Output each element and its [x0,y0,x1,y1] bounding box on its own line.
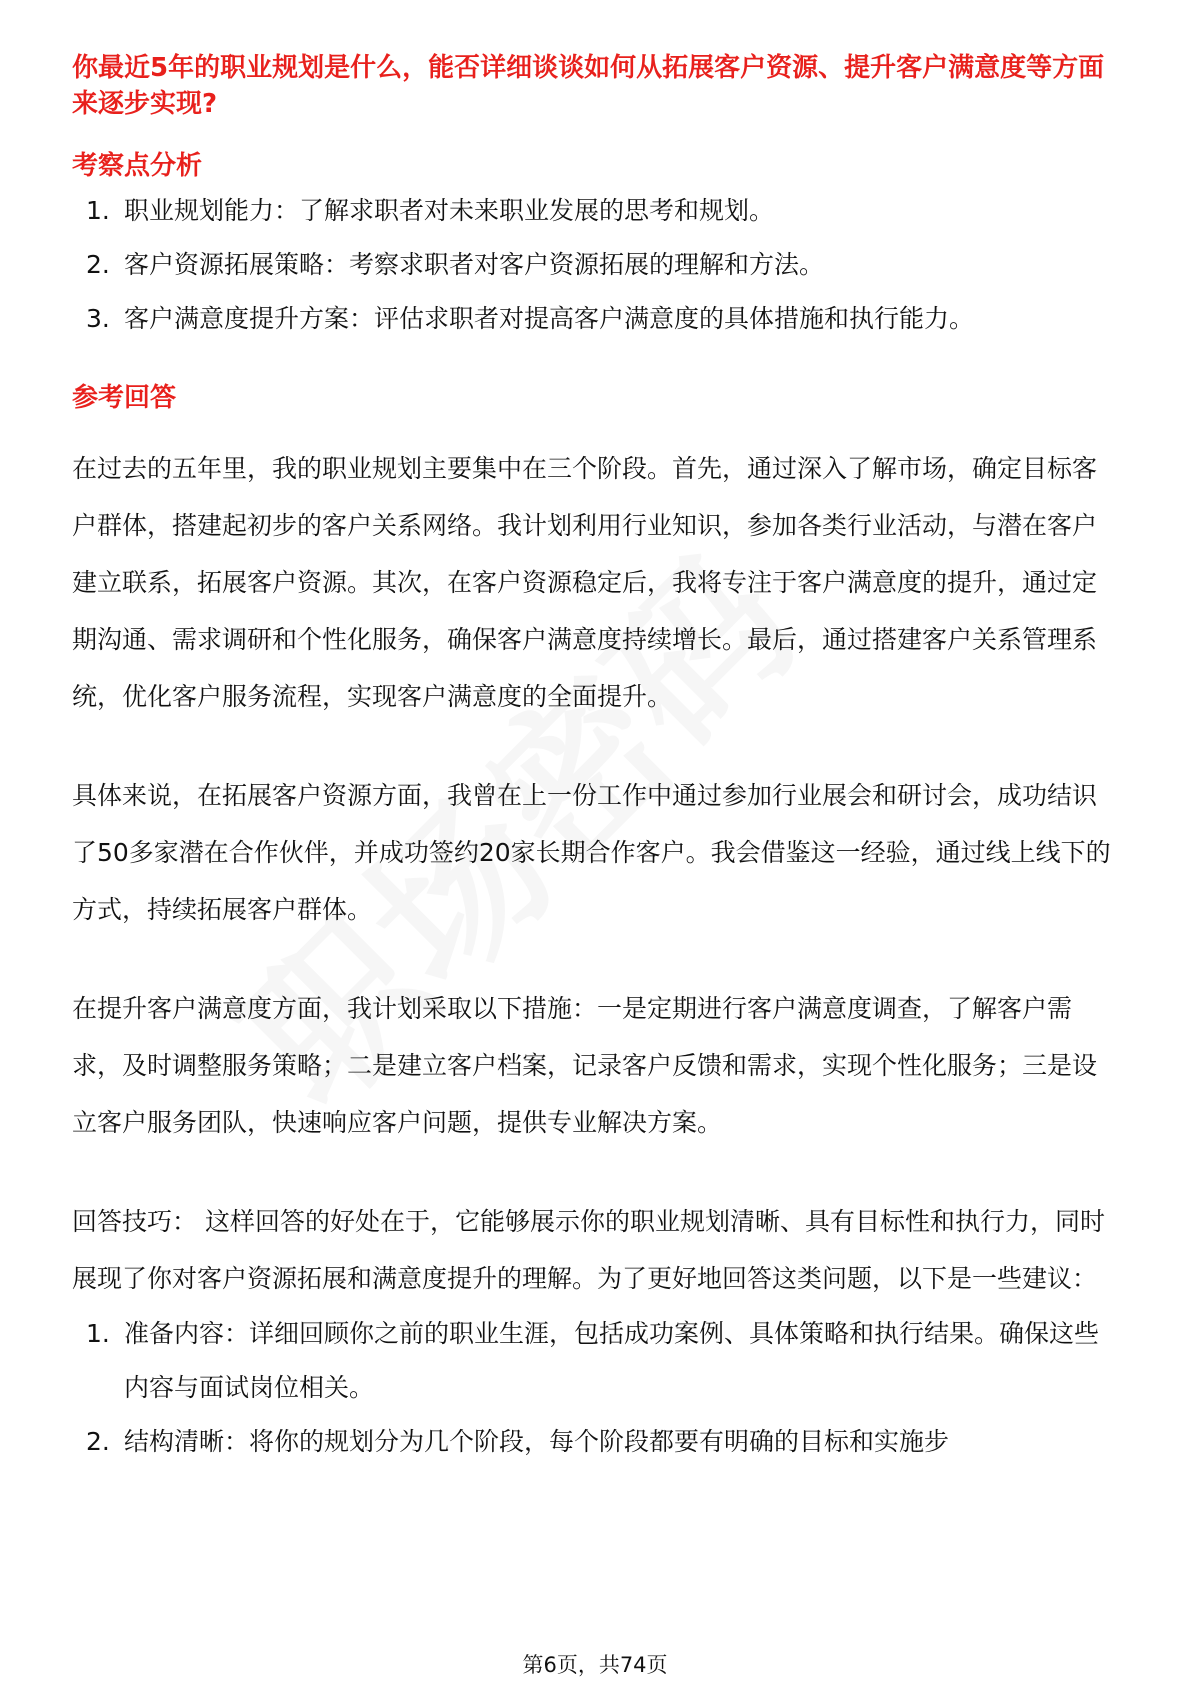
list-item-text: 准备内容：详细回顾你之前的职业生涯，包括成功案例、具体策略和执行结果。确保这些内容与面试岗位相关。 [124,1319,1100,1402]
answer-heading: 参考回答 [72,383,177,413]
list-item [72,1307,1118,1415]
list-item [72,238,1118,292]
list-item-number: 1. [86,1319,110,1348]
list-item-number: 2. [86,250,110,279]
list-item-text: 结构清晰：将你的规划分为几个阶段，每个阶段都要有明确的目标和实施步 [124,1427,950,1456]
list-item [72,1415,1118,1469]
list-item-number: 1. [86,196,110,225]
list-item [72,292,1118,346]
answer-paragraph: 在提升客户满意度方面，我计划采取以下措施：一是定期进行客户满意度调查，了解客户需求，及时调整服务策略；二是建立客户档案，记录客户反馈和需求，实现个性化服务；三是设立客户服务团队，快速响应客户问题，提供专业解决方案。 [72,994,1098,1137]
analysis-heading: 考察点分析 [72,151,203,181]
answer-paragraph: 具体来说，在拓展客户资源方面，我曾在上一份工作中通过参加行业展会和研讨会，成功结识了50多家潜在合作伙伴，并成功签约20家长期合作客户。我会借鉴这一经验，通过线上线下的方式，持续拓展客户群体。 [72,781,1111,924]
list-item-text: 客户资源拓展策略：考察求职者对客户资源拓展的理解和方法。 [124,250,825,279]
list-item-text: 职业规划能力：了解求职者对未来职业发展的思考和规划。 [124,196,775,225]
analysis-list [72,184,1118,346]
list-item [72,184,1118,238]
page-number-footer: 第6页，共74页 [522,1653,668,1677]
list-item-text: 客户满意度提升方案：评估求职者对提高客户满意度的具体措施和执行能力。 [124,304,975,333]
question-title: 你最近5年的职业规划是什么，能否详细谈谈如何从拓展客户资源、提升客户满意度等方面来逐步实现? [72,53,1105,119]
answer-tips-paragraph: 回答技巧： 这样回答的好处在于，它能够展示你的职业规划清晰、具有目标性和执行力，同时展现了你对客户资源拓展和满意度提升的理解。为了更好地回答这类问题，以下是一些建议： [72,1207,1105,1293]
answer-paragraph: 在过去的五年里，我的职业规划主要集中在三个阶段。首先，通过深入了解市场，确定目标客户群体，搭建起初步的客户关系网络。我计划利用行业知识，参加各类行业活动，与潜在客户建立联系，拓展客户资源。其次，在客户资源稳定后，我将专注于客户满意度的提升，通过定期沟通、需求调研和个性化服务，确保客户满意度持续增长。最后，通过搭建客户关系管理系统，优化客户服务流程，实现客户满意度的全面提升。 [72,454,1098,711]
page-content [72,50,1118,1469]
tips-list [72,1307,1118,1469]
list-item-number: 2. [86,1427,110,1456]
list-item-number: 3. [86,304,110,333]
